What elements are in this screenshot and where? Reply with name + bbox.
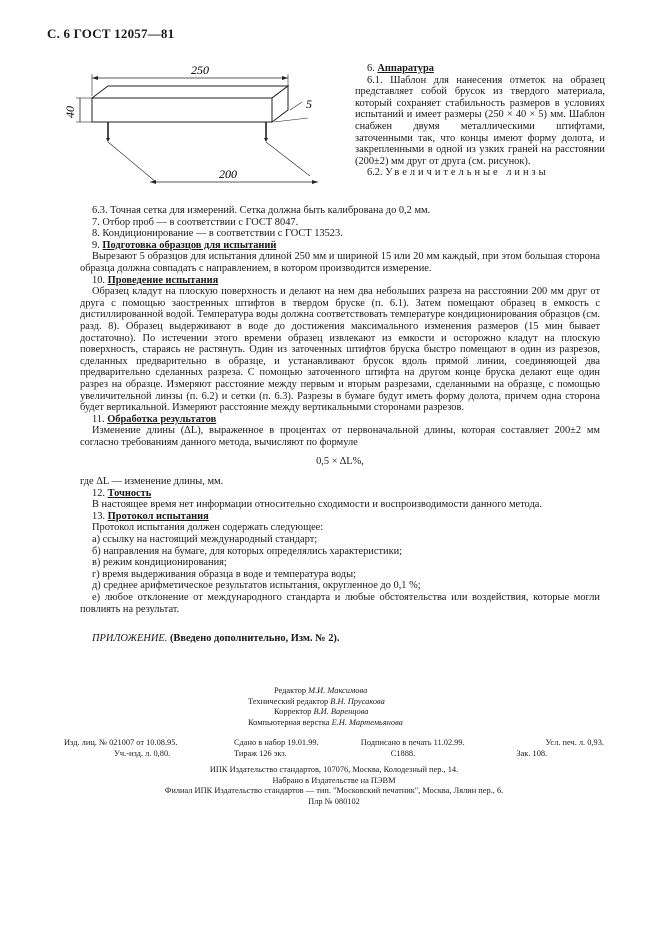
section-11-heading: 11. Обработка результатов [92,413,217,425]
paragraph-6-1: 6.1. Шаблон для нанесения отметок на образец представляет собой брусок из твердого материала, который сохраняет стабильность размеров в условиях испытаний и имеет размеры (250 × 40 × 5) мм. Шаблон снабжен двумя металлическими штифтами, заточенными так, что концы имеют форму долота, и закрепленными в одной из узких граней на расстоянии (200±2) мм друг от друга (см. рисунок). [355,74,605,167]
list-item: б) направления на бумаге, для которых определялись характеристики; [92,545,403,557]
imprint-row [64,749,604,760]
list-item: г) время выдерживания образца в воде и температура воды; [92,568,356,580]
imprint-cell: Подписано в печать 11.02.99. [360,738,465,747]
imprint-cell: Сдано в набор 19.01.99. [233,738,319,747]
right-column [355,63,605,179]
paragraph-12: В настоящее время нет информации относительно сходимости и воспроизводимости данного метода. [92,499,542,511]
paragraph-11: Изменение длины (ΔL), выраженное в процентах от первоначальной длины, которая составляет 200±2 мм согласно требованиям данного метода, вычисляют по формуле [80,425,600,448]
paragraph-9: Вырезают 5 образцов для испытания длиной 250 мм и шириной 15 или 20 мм каждый, при этом большая сторона образца должна совпадать с направлением, в котором производится измерение. [80,251,600,274]
publisher-line: ИПК Издательство стандартов, 107076, Москва, Колодезный пер., 14. [209,765,459,774]
section-12-heading: 12. Точность [92,487,152,499]
imprint [64,738,604,760]
imprint-row [64,738,604,749]
paragraph-8: 8. Кондиционирование — в соответствии с ГОСТ 13523. [92,228,343,240]
imprint-cell: Изд. лиц. № 021007 от 10.08.95. [64,738,178,747]
section-10-heading: 10. Проведение испытания [92,274,219,286]
publisher-line: Набрано в Издательстве на ПЭВМ [272,775,396,785]
imprint-table [64,738,604,760]
credit-tech-editor: Технический редактор В.Н. Прусакова [248,696,385,706]
list-item: в) режим кондиционирования; [92,557,227,569]
credit-corrector: Корректор В.И. Варенцова [274,707,369,717]
paragraph-13: Протокол испытания должен содержать следующее: [92,522,324,534]
section-6-heading: 6. Аппаратура [367,63,434,74]
main-text [80,205,600,645]
paragraph-10: Образец кладут на плоскую поверхность и делают на нем два небольших разреза на расстоянии 200 мм друг от друга с помощью заостренных штифтов в твердом бруске (п. 6.1). Затем помещают образец в емкость с дистиллированной водой. Температура воды должна соответствовать температуре кондиционирования образцов (см. разд. 8). Образец выдерживают в воде до достижения максимального изменения размеров (15 мин бывает достаточно). По истечении этого времени образец извлекают из емкости и осторожно кладут на плоскую поверхность, стараясь не растянуть. Один из заточенных штифтов бруска быстро помещают в один из разрезов, сделанных предварительно в образце, и устанавливают брусок вдоль прямой линии, соединяющей два предварительно сделанных разреза. С помощью заточенного штифта на другом конце бруска делают еще один разрез на образце. Измеряют расстояние между первым и вторым разрезами, сделанными на образце, с помощью увеличительной линзы (п. 6.2) и сетки (п. 6.3). Разрезы в бумаге будут иметь форму долота, причем одна сторона будет вертикальной. Измеряют расстояние между вертикальными сторонами разрезов. [80,286,600,414]
paragraph-6-3: 6.3. Точная сетка для измерений. Сетка должна быть калибрована до 0,2 мм. [92,205,431,216]
dim-5-label: 5 [306,97,312,111]
credit-editor: Редактор М.И. Максимова [274,686,368,695]
list-item: а) ссылку на настоящий международный стандарт; [92,534,318,546]
paragraph-7: 7. Отбор проб — в соответствии с ГОСТ 8047. [92,216,299,228]
publisher-line: Филиал ИПК Издательство стандартов — тип. "Московский печатник", Москва, Лялин пер., 6. [164,786,504,796]
publisher-info [64,765,604,807]
dim-200-label: 200 [219,167,237,181]
publisher-line: Плр № 080102 [308,796,360,806]
imprint-cell: Усл. печ. л. 0,93. [545,738,604,747]
formula-where: где ΔL — изменение длины, мм. [80,476,224,488]
editorial-credits [248,686,403,728]
list-item: е) любое отклонение от международного стандарта и любые обстоятельства или воздействия, которые могли повлиять на результат. [80,592,600,615]
page-header: С. 6 ГОСТ 12057—81 [47,26,175,41]
credit-layout: Компьютерная верстка Е.Н. Мартемьянова [248,717,403,727]
section-13-heading: 13. Протокол испытания [92,510,209,522]
appendix-note: ПРИЛОЖЕНИЕ. (Введено дополнительно, Изм. № 2). [92,633,340,645]
dim-40-label: 40 [63,106,77,118]
imprint-cell: Тираж 126 экз. [233,748,287,758]
imprint-cell: Уч.-изд. л. 0,80. [114,748,171,758]
imprint-cell: С1888. [390,748,416,758]
template-bar-figure [50,58,350,198]
paragraph-6-2: 6.2. Увеличительные линзы [367,167,549,179]
section-9-heading: 9. Подготовка образцов для испытаний [92,239,277,251]
imprint-cell: Зак. 108. [516,748,548,758]
formula: 0,5 × ΔL%, [316,456,364,468]
list-item: д) среднее арифметическое результатов испытания, округленное до 0,1 %; [92,580,421,592]
dim-250-label: 250 [191,63,209,77]
